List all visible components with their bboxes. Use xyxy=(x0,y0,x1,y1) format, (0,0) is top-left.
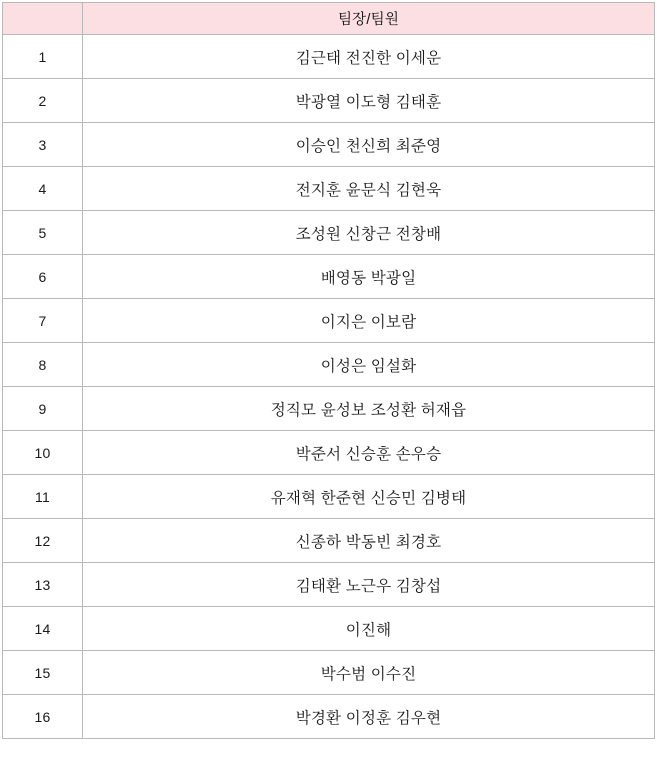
row-members: 신종하 박동빈 최경호 xyxy=(83,519,655,563)
column-header-index xyxy=(3,3,83,35)
row-index: 4 xyxy=(3,167,83,211)
table-row xyxy=(3,255,655,299)
table-row xyxy=(3,35,655,79)
row-members: 정직모 윤성보 조성환 허재읍 xyxy=(83,387,655,431)
row-members: 박준서 신승훈 손우승 xyxy=(83,431,655,475)
table-row xyxy=(3,123,655,167)
row-members: 이진해 xyxy=(83,607,655,651)
table-body xyxy=(3,35,655,739)
row-index: 15 xyxy=(3,651,83,695)
row-members: 이지은 이보람 xyxy=(83,299,655,343)
column-header-members: 팀장/팀원 xyxy=(83,3,655,35)
table-row xyxy=(3,387,655,431)
table-row xyxy=(3,343,655,387)
row-index: 3 xyxy=(3,123,83,167)
table-header xyxy=(3,3,655,35)
table-row xyxy=(3,431,655,475)
row-index: 1 xyxy=(3,35,83,79)
row-index: 16 xyxy=(3,695,83,739)
row-index: 11 xyxy=(3,475,83,519)
row-index: 8 xyxy=(3,343,83,387)
row-index: 13 xyxy=(3,563,83,607)
row-members: 조성원 신창근 전창배 xyxy=(83,211,655,255)
table-row xyxy=(3,695,655,739)
table-row xyxy=(3,563,655,607)
team-roster-table xyxy=(2,2,655,739)
row-members: 김태환 노근우 김창섭 xyxy=(83,563,655,607)
table-row xyxy=(3,607,655,651)
row-members: 배영동 박광일 xyxy=(83,255,655,299)
row-members: 박광열 이도형 김태훈 xyxy=(83,79,655,123)
row-index: 12 xyxy=(3,519,83,563)
table-row xyxy=(3,519,655,563)
row-members: 박수범 이수진 xyxy=(83,651,655,695)
row-members: 유재혁 한준현 신승민 김병태 xyxy=(83,475,655,519)
row-index: 2 xyxy=(3,79,83,123)
row-index: 7 xyxy=(3,299,83,343)
row-index: 6 xyxy=(3,255,83,299)
row-members: 전지훈 윤문식 김현욱 xyxy=(83,167,655,211)
table-row xyxy=(3,167,655,211)
row-members: 박경환 이정훈 김우현 xyxy=(83,695,655,739)
table-row xyxy=(3,79,655,123)
table-row xyxy=(3,299,655,343)
row-index: 5 xyxy=(3,211,83,255)
table-row xyxy=(3,651,655,695)
row-members: 이승인 천신희 최준영 xyxy=(83,123,655,167)
table-row xyxy=(3,475,655,519)
table-row xyxy=(3,211,655,255)
row-members: 이성은 임설화 xyxy=(83,343,655,387)
table-header-row xyxy=(3,3,655,35)
row-index: 14 xyxy=(3,607,83,651)
row-index: 10 xyxy=(3,431,83,475)
row-index: 9 xyxy=(3,387,83,431)
row-members: 김근태 전진한 이세운 xyxy=(83,35,655,79)
